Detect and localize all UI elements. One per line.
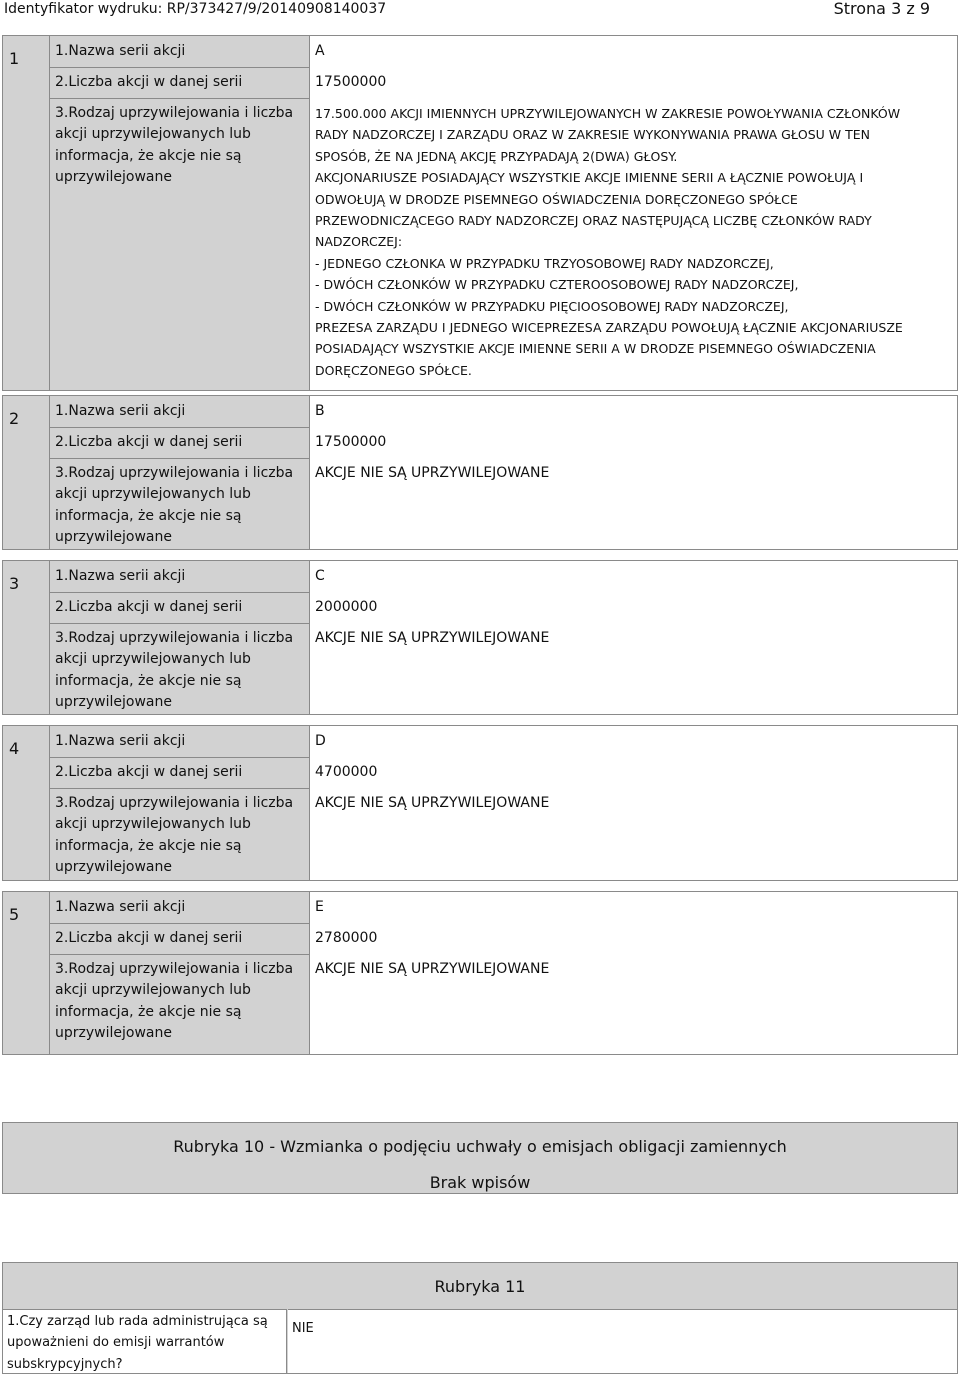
series-name-row xyxy=(50,892,957,924)
print-identifier: Identyfikator wydruku: RP/373427/9/20140908140037 xyxy=(4,1,387,17)
privilege-label-line: 3.Rodzaj uprzywilejowania i liczba xyxy=(55,465,294,481)
series-name-value: D xyxy=(315,733,326,749)
series-number: 4 xyxy=(9,739,20,758)
share-count-row xyxy=(50,758,957,789)
share-count-row xyxy=(50,593,957,624)
series-table xyxy=(49,396,957,549)
privilege-label-line: informacja, że akcje nie są xyxy=(55,1003,242,1020)
share-count-value: 17500000 xyxy=(315,434,387,450)
privilege-label-line: uprzywilejowane xyxy=(55,529,172,546)
series-name-row xyxy=(50,726,957,758)
privilege-line: - DWÓCH CZŁONKÓW W PRZYPADKU PIĘCIOOSOBOWEJ RADY NADZORCZEJ, xyxy=(315,298,789,314)
rubryka-11-section xyxy=(2,1262,958,1374)
privilege-row xyxy=(50,624,957,714)
series-name-value: E xyxy=(315,899,324,915)
series-table xyxy=(49,892,957,1054)
privilege-line: AKCJONARIUSZE POSIADAJĄCY WSZYSTKIE AKCJE IMIENNE SERII A ŁĄCZNIE POWOŁUJĄ I xyxy=(315,170,864,186)
share-count-label: 2.Liczba akcji w danej serii xyxy=(50,593,310,624)
series-block-4 xyxy=(2,725,958,881)
privilege-label-line: akcji uprzywilejowanych lub xyxy=(55,982,251,999)
rubryka-11-title: Rubryka 11 xyxy=(434,1277,526,1296)
warrants-question-line: upoważnieni do emisji warrantów xyxy=(7,1335,225,1351)
privilege-label-line: 3.Rodzaj uprzywilejowania i liczba xyxy=(55,961,294,977)
privilege-line: PRZEWODNICZĄCEGO RADY NADZORCZEJ ORAZ NASTĘPUJĄCĄ LICZBĘ CZŁONKÓW RADY xyxy=(315,213,872,229)
privilege-line: SPOSÓB, ŻE NA JEDNĄ AKCJĘ PRZYPADAJĄ 2(DWA) GŁOSY. xyxy=(315,148,678,164)
privilege-line: PREZESA ZARZĄDU I JEDNEGO WICEPREZESA ZARZĄDU POWOŁUJĄ ŁĄCZNIE AKCJONARIUSZE xyxy=(315,320,903,336)
series-name-label: 1.Nazwa serii akcji xyxy=(50,726,310,758)
privilege-line: DORĘCZONEGO SPÓŁCE. xyxy=(315,362,472,378)
privilege-value: AKCJE NIE SĄ UPRZYWILEJOWANE xyxy=(315,465,550,481)
share-count-label: 2.Liczba akcji w danej serii xyxy=(50,924,310,955)
privilege-label-line: uprzywilejowane xyxy=(55,694,172,711)
share-count-label: 2.Liczba akcji w danej serii xyxy=(50,68,310,99)
privilege-row xyxy=(50,459,957,549)
privilege-line: POSIADAJĄCY WSZYSTKIE AKCJE IMIENNE SERII A W DRODZE PISEMNEGO OŚWIADCZENIA xyxy=(315,341,876,357)
privilege-value: AKCJE NIE SĄ UPRZYWILEJOWANE xyxy=(315,961,550,977)
rubryka-10-title: Rubryka 10 - Wzmianka o podjęciu uchwały o emisjach obligacji zamiennych xyxy=(173,1137,787,1156)
series-name-row xyxy=(50,561,957,593)
share-count-value: 2780000 xyxy=(315,930,378,946)
share-count-value: 4700000 xyxy=(315,764,378,780)
share-count-value: 2000000 xyxy=(315,599,378,615)
warrants-answer: NIE xyxy=(288,1309,957,1373)
share-count-label: 2.Liczba akcji w danej serii xyxy=(50,758,310,789)
privilege-line: ODWOŁUJĄ W DRODZE PISEMNEGO OŚWIADCZENIA DORĘCZONEGO SPÓŁCE xyxy=(315,191,798,207)
privilege-label-line: uprzywilejowane xyxy=(55,169,172,186)
series-name-value: C xyxy=(315,568,325,584)
privilege-line: NADZORCZEJ: xyxy=(315,234,403,250)
privilege-label xyxy=(50,955,310,1054)
privilege-label-line: informacja, że akcje nie są xyxy=(55,837,242,854)
share-count-row xyxy=(50,68,957,99)
privilege-label-line: informacja, że akcje nie są xyxy=(55,507,242,524)
share-count-row xyxy=(50,924,957,955)
privilege-row xyxy=(50,99,957,390)
series-name-row xyxy=(50,396,957,428)
series-block-1 xyxy=(2,35,958,391)
series-number: 2 xyxy=(9,409,20,428)
series-block-5 xyxy=(2,891,958,1055)
privilege-label-line: 3.Rodzaj uprzywilejowania i liczba xyxy=(55,795,294,811)
series-name-label: 1.Nazwa serii akcji xyxy=(50,561,310,593)
privilege-label xyxy=(50,459,310,549)
share-count-label: 2.Liczba akcji w danej serii xyxy=(50,428,310,459)
privilege-label-line: 3.Rodzaj uprzywilejowania i liczba xyxy=(55,630,294,646)
series-table xyxy=(49,726,957,880)
privilege-value: AKCJE NIE SĄ UPRZYWILEJOWANE xyxy=(315,630,550,646)
series-block-3 xyxy=(2,560,958,715)
privilege-label-line: informacja, że akcje nie są xyxy=(55,672,242,689)
series-number: 3 xyxy=(9,574,20,593)
privilege-line: RADY NADZORCZEJ I ZARZĄDU ORAZ W ZAKRESIE WYKONYWANIA PRAWA GŁOSU W TEN xyxy=(315,127,870,143)
privilege-label xyxy=(50,99,310,390)
privilege-line: 17.500.000 AKCJI IMIENNYCH UPRZYWILEJOWANYCH W ZAKRESIE POWOŁYWANIA CZŁONKÓW xyxy=(315,106,901,121)
series-name-value: A xyxy=(315,43,325,59)
print-header xyxy=(0,0,960,22)
privilege-label-line: informacja, że akcje nie są xyxy=(55,147,242,164)
privilege-label-line: akcji uprzywilejowanych lub xyxy=(55,126,251,143)
privilege-label-line: uprzywilejowane xyxy=(55,1025,172,1042)
privilege-label xyxy=(50,624,310,714)
rubryka-10-status: Brak wpisów xyxy=(429,1173,531,1192)
privilege-value: AKCJE NIE SĄ UPRZYWILEJOWANE xyxy=(315,795,550,811)
privilege-row xyxy=(50,789,957,880)
series-name-label: 1.Nazwa serii akcji xyxy=(50,892,310,924)
series-name-label: 1.Nazwa serii akcji xyxy=(50,396,310,428)
series-number: 1 xyxy=(9,49,20,68)
privilege-row xyxy=(50,955,957,1054)
privilege-label-line: 3.Rodzaj uprzywilejowania i liczba xyxy=(55,105,294,121)
privilege-label-line: uprzywilejowane xyxy=(55,859,172,876)
series-number: 5 xyxy=(9,905,20,924)
series-name-value: B xyxy=(315,403,325,419)
series-table xyxy=(49,36,957,390)
series-block-2 xyxy=(2,395,958,550)
privilege-label xyxy=(50,789,310,880)
series-table xyxy=(49,561,957,714)
privilege-label-line: akcji uprzywilejowanych lub xyxy=(55,486,251,503)
share-count-value: 17500000 xyxy=(315,74,387,90)
warrants-question xyxy=(3,1309,287,1373)
privilege-label-line: akcji uprzywilejowanych lub xyxy=(55,816,251,833)
privilege-value xyxy=(311,99,957,390)
series-name-row xyxy=(50,36,957,68)
privilege-line: - DWÓCH CZŁONKÓW W PRZYPADKU CZTEROOSOBOWEJ RADY NADZORCZEJ, xyxy=(315,277,799,293)
series-name-label: 1.Nazwa serii akcji xyxy=(50,36,310,68)
share-count-row xyxy=(50,428,957,459)
privilege-label-line: akcji uprzywilejowanych lub xyxy=(55,651,251,668)
rubryka-10-section xyxy=(2,1122,958,1194)
warrants-question-line: 1.Czy zarząd lub rada administrująca są xyxy=(7,1314,268,1329)
warrants-question-line: subskrypcyjnych? xyxy=(7,1356,123,1372)
privilege-line: - JEDNEGO CZŁONKA W PRZYPADKU TRZYOSOBOWEJ RADY NADZORCZEJ, xyxy=(315,255,774,271)
page-number: Strona 3 z 9 xyxy=(833,0,930,18)
